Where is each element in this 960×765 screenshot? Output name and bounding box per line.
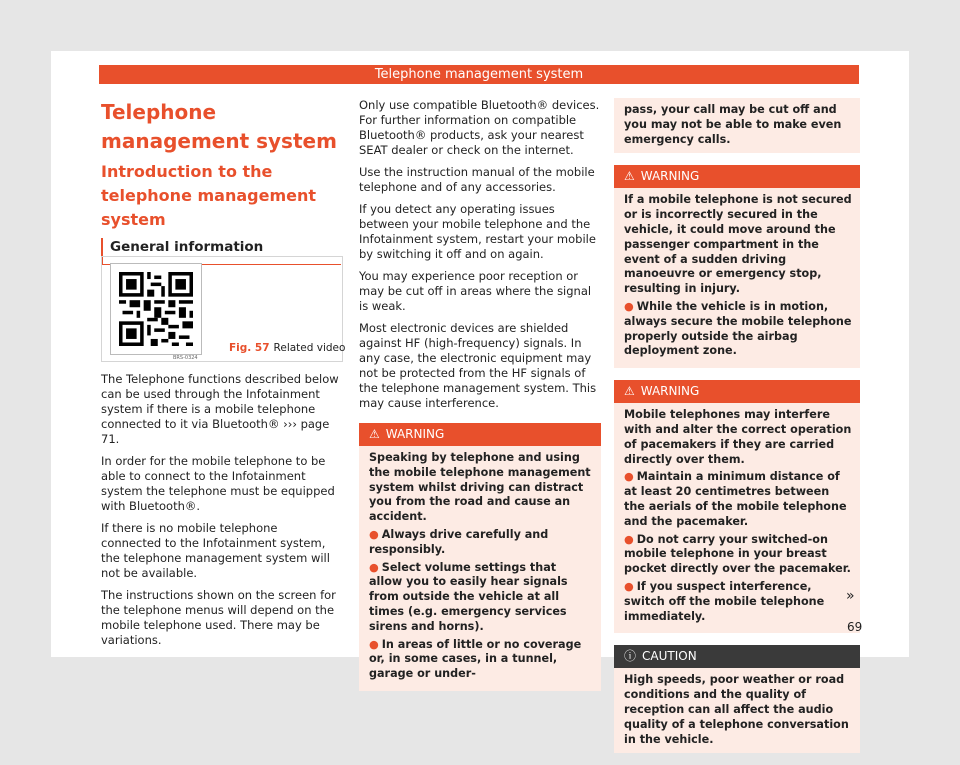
warning-bullet: ● Always drive carefully and responsibly. xyxy=(369,527,549,556)
warning-title: WARNING xyxy=(640,169,700,184)
warning-icon: ⚠ xyxy=(369,427,380,441)
paragraph: Use the instruction manual of the mobile telephone and of any accessories. xyxy=(359,165,595,194)
warning-body xyxy=(359,446,601,691)
qr-code[interactable] xyxy=(110,263,202,361)
running-header: Telephone management system xyxy=(99,65,859,84)
warning-bullet: ● Select volume settings that allow you to easily hear signals from outside the vehicle at all times (e.g. emergency services sirens and horns). xyxy=(369,560,568,633)
warning-bullet: ● Do not carry your switched-on mobile telephone in your breast pocket directly over the pacemaker. xyxy=(624,532,851,576)
bullet-icon: ● xyxy=(624,470,634,484)
paragraph: The instructions shown on the screen for the telephone menus will depend on the mobile telephone used. There may be variations. xyxy=(101,588,336,647)
warning-box xyxy=(614,380,863,634)
paragraph: Most electronic devices are shielded against HF (high-frequency) signals. In any case, the electronic equipment may not be protected from the HF signals of the telephone management system. This may cause interference. xyxy=(359,321,597,410)
paragraph: If you detect any operating issues between your mobile telephone and the Infotainment system, restart your mobile by switching it off and on again. xyxy=(359,202,596,261)
warning-header xyxy=(614,380,860,403)
caution-box xyxy=(614,645,860,753)
warning-text: If a mobile telephone is not secured or is incorrectly secured in the vehicle, it could move around the passenger compartment in the event of a sudden driving manoeuvre or emergency stop, resulting in injury. xyxy=(624,193,852,296)
warning-body xyxy=(614,188,860,368)
bullet-icon: ● xyxy=(369,637,379,651)
page-number: 69 xyxy=(847,620,863,634)
bullet-icon: ● xyxy=(624,299,634,313)
caution-body: High speeds, poor weather or road conditions and the quality of reception can all affect the audio quality of a telephone conversation in the vehicle. xyxy=(624,673,849,746)
warning-header xyxy=(614,165,860,188)
warning-text: Mobile telephones may interfere with and alter the correct operation of pacemakers if they are carried directly over them. xyxy=(624,408,852,466)
section-title: Introduction to the telephone management system xyxy=(101,162,317,229)
bullet-icon: ● xyxy=(369,527,379,541)
info-circle-icon: ⓘ xyxy=(624,649,637,664)
figure-caption-text: Related video xyxy=(273,342,346,354)
warning-box xyxy=(614,165,860,368)
bullet-icon: ● xyxy=(624,532,634,546)
warning-body xyxy=(614,403,863,634)
paragraph: Only use compatible Bluetooth® devices. For further information on compatible Bluetooth® products, ask your nearest SEAT dealer or check on the internet. xyxy=(359,98,600,157)
warning-bullet: ● If you suspect interference, switch off the mobile telephone immediately. xyxy=(624,579,825,623)
warning-bullet: ● In areas of little or no coverage or, in some cases, in a tunnel, garage or under- xyxy=(369,637,582,681)
continue-mark: » xyxy=(846,588,855,604)
warning-title: WARNING xyxy=(385,427,445,441)
column-1 xyxy=(101,98,341,265)
caution-title: CAUTION xyxy=(642,649,697,664)
warning-icon: ⚠ xyxy=(624,384,635,399)
figure-caption xyxy=(229,342,345,354)
warning-bullet: ● Maintain a minimum distance of at least 20 centimetres between the aerials of the mobile telephone and the pacemaker. xyxy=(624,470,847,528)
warning-header xyxy=(359,423,601,446)
warning-continuation xyxy=(614,98,860,153)
bullet-icon: ● xyxy=(624,579,634,593)
warning-title: WARNING xyxy=(640,384,700,399)
bullet-icon: ● xyxy=(369,560,379,574)
warning-box xyxy=(359,423,601,691)
paragraph: In order for the mobile telephone to be able to connect to the Infotainment system the telephone must be equipped with Bluetooth®. xyxy=(101,454,335,513)
figure-label: Fig. 57 xyxy=(229,342,270,354)
warning-icon: ⚠ xyxy=(624,169,635,184)
warning-bullet: ● While the vehicle is in motion, always secure the mobile telephone properly outside the airbag deployment zone. xyxy=(624,299,852,358)
figure-57 xyxy=(101,256,346,362)
paragraph: The Telephone functions described below can be used through the Infotainment system if there is a mobile telephone connected to it via Bluetooth® ››› page 71. xyxy=(101,372,339,446)
caution-header xyxy=(614,645,860,668)
qr-code-label: BRS-0324 xyxy=(173,355,198,361)
column-3 xyxy=(614,98,863,765)
paragraph: You may experience poor reception or may be cut off in areas where the signal is weak. xyxy=(359,269,592,313)
paragraph: If there is no mobile telephone connected to the Infotainment system, the telephone management system will not be available. xyxy=(101,521,330,580)
warning-continuation-body: pass, your call may be cut off and you may not be able to make even emergency calls. xyxy=(624,103,842,146)
warning-text: Speaking by telephone and using the mobile telephone management system whilst driving can distract you from the road and cause an accident. xyxy=(369,451,591,524)
chapter-title: Telephone management system xyxy=(101,100,337,153)
column-1-body xyxy=(101,372,341,655)
subsection-title: General information xyxy=(101,238,341,265)
qr-code-icon xyxy=(119,272,193,346)
column-2 xyxy=(359,98,601,703)
